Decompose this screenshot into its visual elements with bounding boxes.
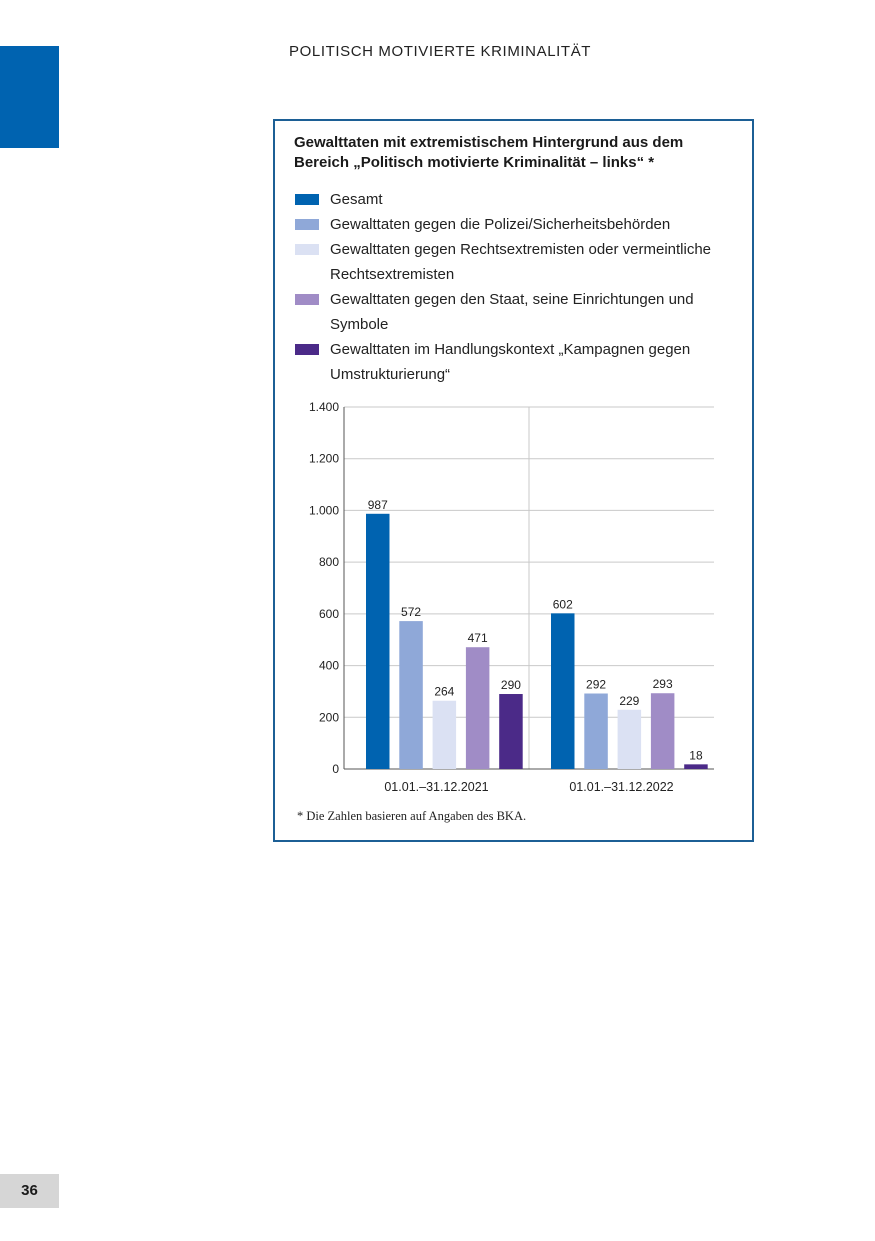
legend-swatch — [295, 294, 319, 305]
data-label: 471 — [467, 631, 488, 646]
figure-box — [273, 119, 754, 842]
bar — [366, 514, 390, 769]
y-tick-label: 600 — [318, 606, 339, 621]
legend-swatch — [295, 194, 319, 205]
y-tick-label: 1.200 — [308, 451, 339, 466]
bar — [399, 621, 423, 769]
data-label: 264 — [434, 684, 455, 699]
legend-item — [295, 187, 745, 212]
y-tick-label: 800 — [318, 555, 339, 570]
y-tick-label: 400 — [318, 658, 339, 673]
bar — [618, 710, 642, 769]
y-tick-label: 1.000 — [308, 503, 339, 518]
legend-swatch — [295, 244, 319, 255]
y-tick-label: 1.400 — [308, 400, 339, 414]
legend-item — [295, 212, 745, 237]
legend-item — [295, 237, 745, 287]
data-label: 293 — [652, 677, 673, 692]
legend-item — [295, 337, 745, 387]
bar — [433, 701, 457, 769]
x-category-label: 01.01.–31.12.2022 — [569, 780, 674, 794]
data-label: 987 — [367, 497, 388, 512]
chapter-tab — [0, 46, 59, 148]
bar — [466, 647, 490, 769]
x-category-label: 01.01.–31.12.2021 — [384, 780, 489, 794]
legend-label: Gewalttaten im Handlungskontext „Kampagnen gegen Umstrukturierung“ — [330, 341, 691, 383]
data-label: 290 — [500, 678, 521, 693]
legend-label: Gewalttaten gegen Rechtsextremisten oder vermeintliche Rechtsextremisten — [330, 241, 712, 283]
legend-label: Gewalttaten gegen den Staat, seine Einrichtungen und Symbole — [330, 291, 694, 333]
bar — [584, 693, 608, 769]
bar — [499, 694, 523, 769]
data-label: 572 — [401, 605, 422, 620]
legend-swatch — [295, 219, 319, 230]
y-tick-label: 200 — [318, 710, 339, 725]
page-number: 36 — [0, 1174, 59, 1208]
data-label: 602 — [552, 597, 573, 612]
bar — [684, 764, 708, 769]
legend-label: Gesamt — [330, 191, 383, 208]
bar — [651, 693, 675, 769]
chart-legend — [295, 187, 745, 387]
figure-title: Gewalttaten mit extremistischem Hintergrund aus dem Bereich „Politisch motivierte Kriminalität – links“ * — [294, 134, 684, 171]
legend-label: Gewalttaten gegen die Polizei/Sicherheitsbehörden — [330, 216, 671, 233]
data-label: 18 — [689, 748, 703, 763]
data-label: 229 — [619, 693, 640, 708]
running-head: POLITISCH MOTIVIERTE KRIMINALITÄT — [289, 43, 592, 60]
legend-item — [295, 287, 745, 337]
legend-swatch — [295, 344, 319, 355]
bar — [551, 613, 575, 769]
bar-chart — [275, 391, 752, 801]
y-tick-label: 0 — [332, 762, 339, 776]
footnote: * Die Zahlen basieren auf Angaben des BKA. — [297, 809, 527, 823]
data-label: 292 — [586, 677, 607, 692]
